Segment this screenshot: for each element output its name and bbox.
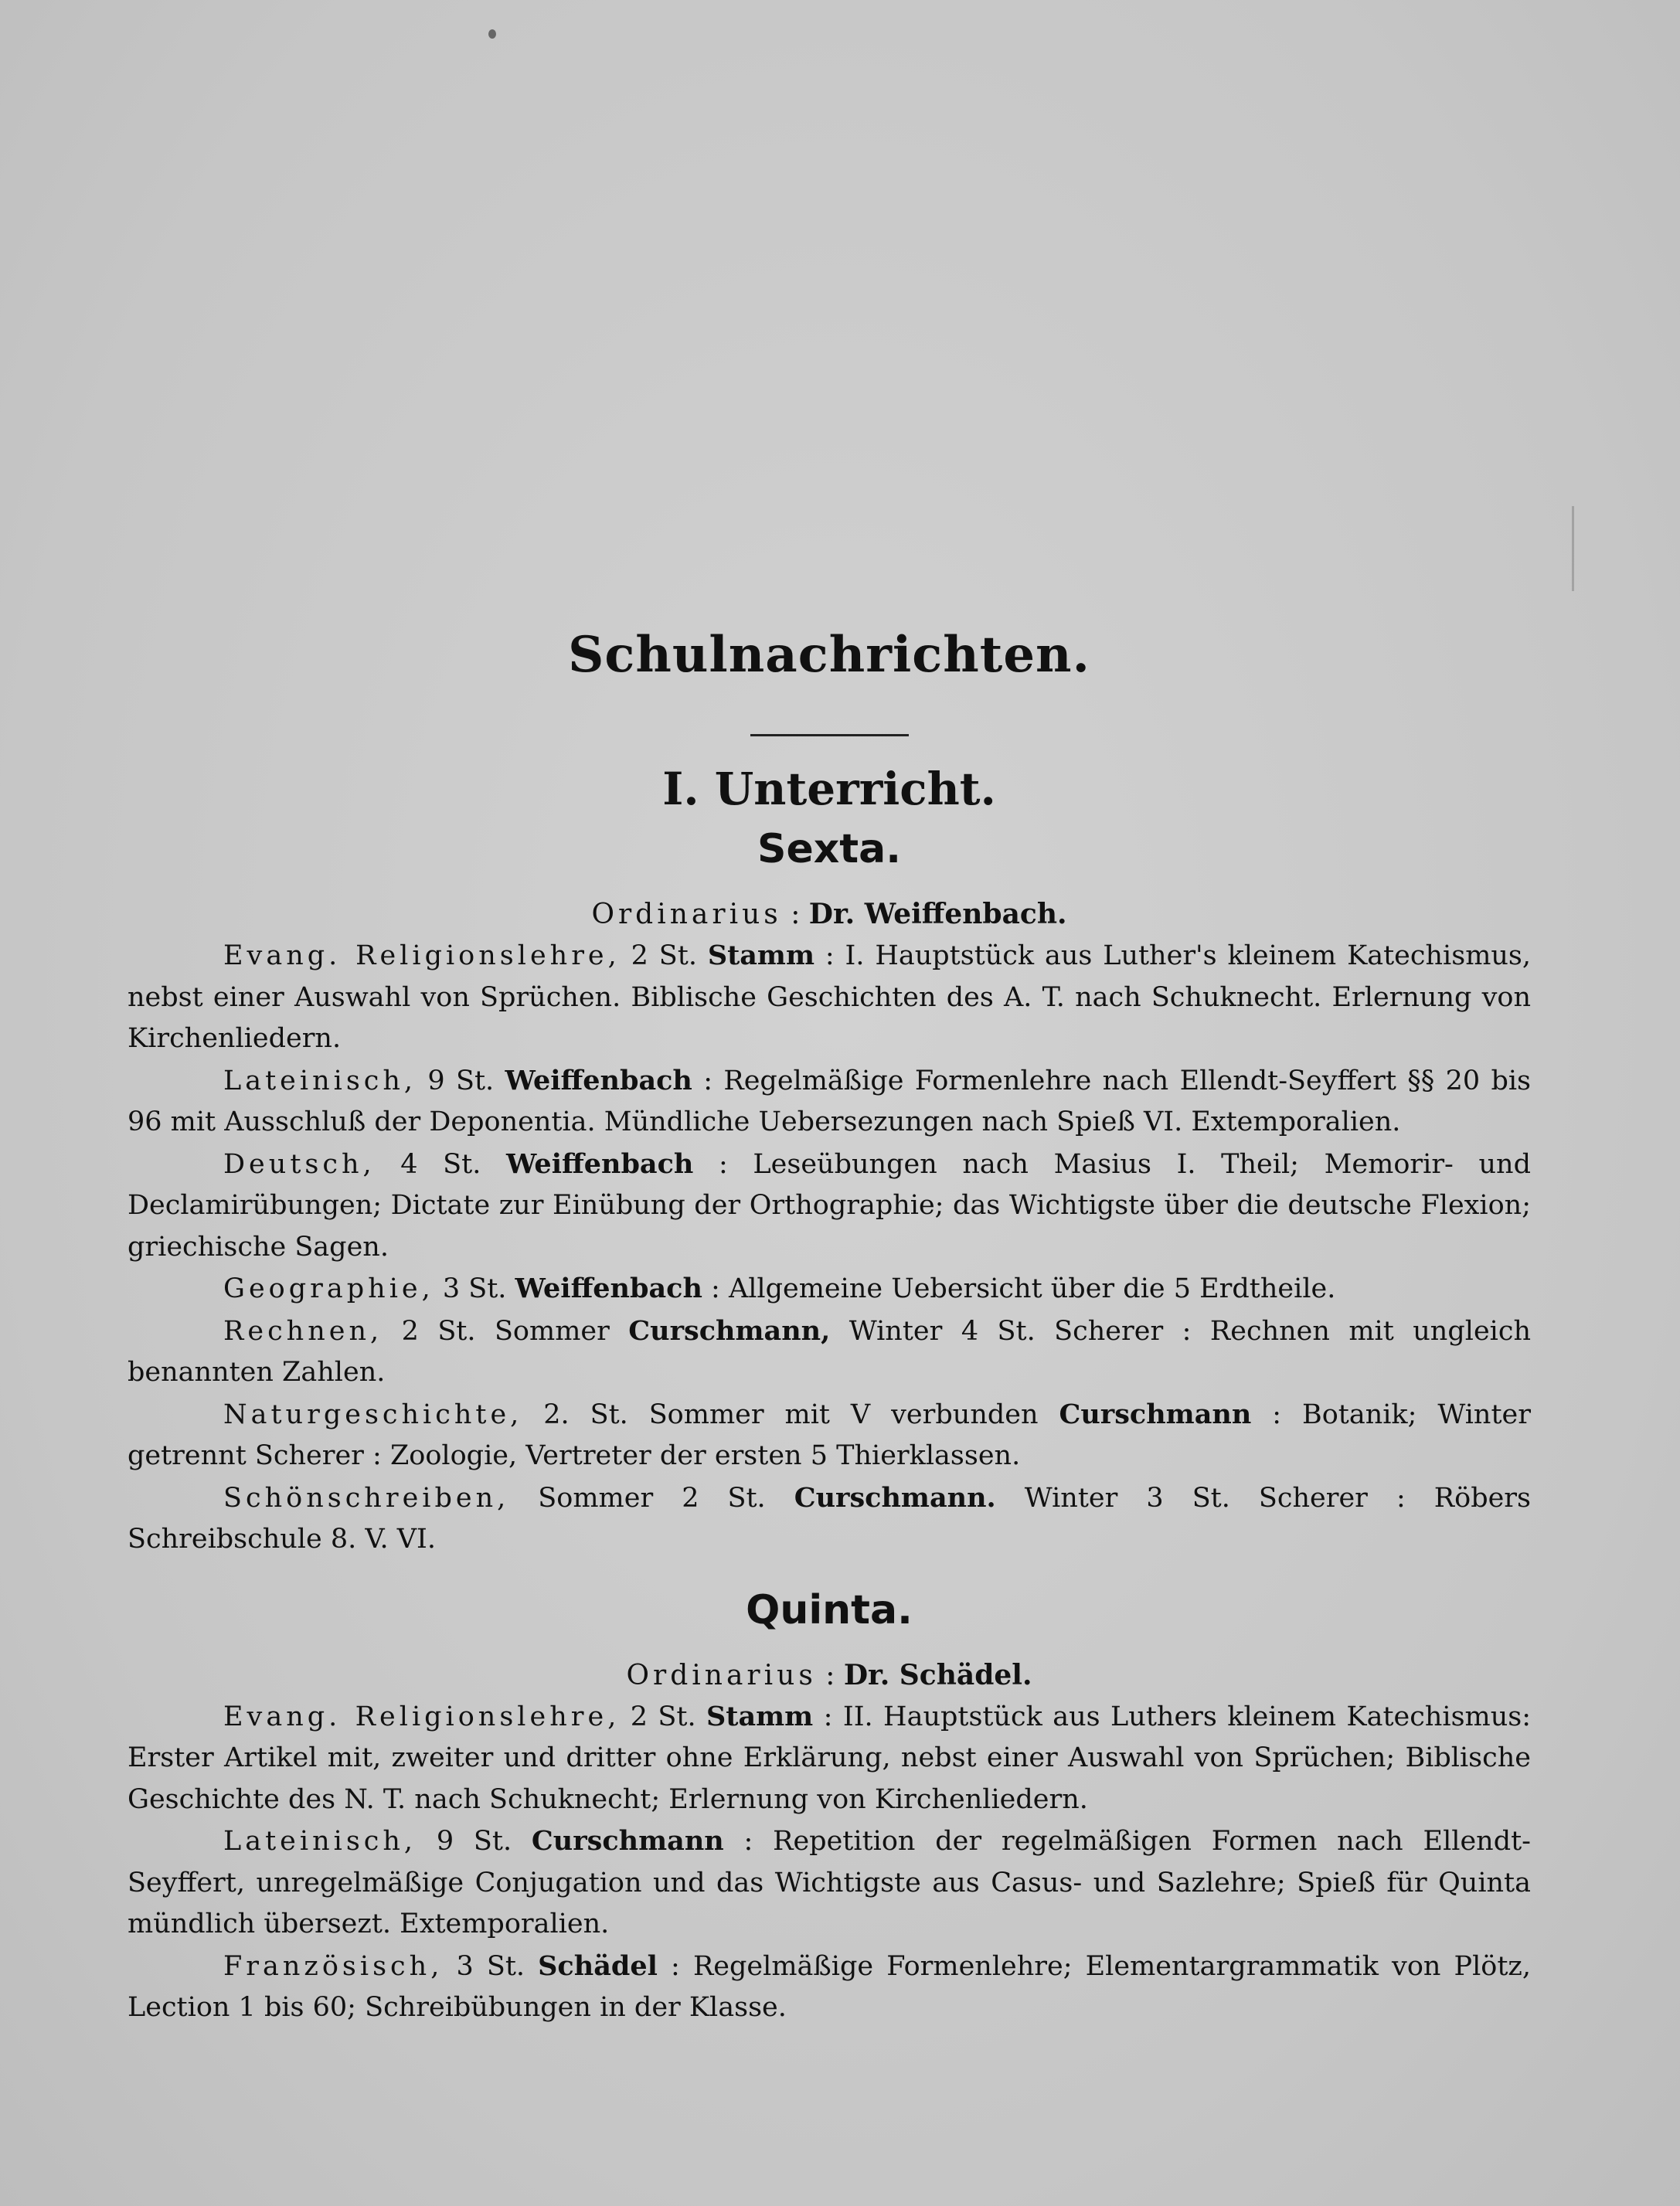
teacher-name: Curschmann.: [794, 1481, 996, 1514]
sexta-heading: Sexta.: [757, 826, 901, 872]
subject-entry: [128, 935, 1531, 1060]
subject-name: Lateinisch,: [223, 1065, 417, 1096]
subject-name: Geographie,: [223, 1273, 434, 1304]
subject-name: Lateinisch,: [223, 1826, 417, 1857]
teacher-name: Schädel: [538, 1949, 658, 1982]
subject-hours: 2 St.: [620, 940, 708, 971]
subject-description: Winter 4 St. Scherer : Rechnen mit ungleich benannten Zahlen.: [128, 1315, 1532, 1388]
subject-hours: Sommer 2 St.: [509, 1482, 794, 1514]
subject-description: : Botanik; Winter getrennt Scherer : Zoologie, Vertreter der ersten 5 Thierklassen.: [128, 1399, 1531, 1471]
margin-mark: [1572, 506, 1574, 591]
teacher-name: Weiffenbach: [505, 1147, 694, 1180]
subject-entry: [128, 1820, 1531, 1946]
subject-description: : Regelmäßige Formenlehre nach Ellendt-Seyffert §§ 20 bis 96 mit Ausschluß der Deponentia. Mündliche Uebersezungen nach Spieß VI. Extemporalien.: [128, 1065, 1532, 1137]
subject-entry: [128, 1946, 1531, 2029]
subject-description: : Repetition der regelmäßigen Formen nach Ellendt-Seyffert, unregelmäßige Conjugation und das Wichtigste aus Casus- und Sazlehre; Spieß für Quinta mündlich übersezt. Extemporalien.: [128, 1826, 1532, 1939]
subject-description: : I. Hauptstück aus Luther's kleinem Katechismus, nebst einer Auswahl von Sprüchen. Biblische Geschichten des A. T. nach Schuknecht. Erlernung von Kirchenliedern.: [128, 940, 1532, 1054]
subject-hours: 3 St.: [434, 1273, 515, 1304]
quinta-ordinarius: Ordinarius : Dr. Schädel.: [626, 1658, 1032, 1691]
subject-description: Winter 3 St. Scherer : Röbers Schreibschule 8. V. VI.: [128, 1482, 1532, 1555]
subject-name: Rechnen,: [223, 1315, 383, 1347]
subject-entry: [128, 1477, 1531, 1561]
subject-entry: [128, 1696, 1531, 1821]
subject-hours: 9 St.: [417, 1065, 505, 1096]
subject-name: Evang. Religionslehre,: [223, 940, 621, 971]
sexta-ordinarius: Ordinarius : Dr. Weiffenbach.: [591, 898, 1067, 930]
section-heading: I. Unterricht.: [662, 763, 996, 815]
teacher-name: Stamm: [706, 1700, 814, 1732]
subject-hours: 2 St.: [620, 1701, 707, 1732]
page-title: Schulnachrichten.: [568, 626, 1090, 684]
teacher-name: Weiffenbach: [515, 1273, 702, 1304]
subject-description: : Regelmäßige Formenlehre; Elementargrammatik von Plötz, Lection 1 bis 60; Schreibübungen in der Klasse.: [128, 1950, 1532, 2023]
subject-description: : Allgemeine Uebersicht über die 5 Erdtheile.: [702, 1273, 1336, 1304]
subject-hours: 2. St. Sommer mit V verbunden: [522, 1399, 1059, 1430]
subject-hours: 9 St.: [417, 1826, 532, 1857]
subject-description: : II. Hauptstück aus Luthers kleinem Katechismus: Erster Artikel mit, zweiter und dritter ohne Erklärung, nebst einer Auswahl von Sprüchen; Biblische Geschichte des N. T. nach Schuknecht; Erlernung von Kirchenliedern.: [128, 1701, 1532, 1815]
subject-name: Französisch,: [223, 1950, 444, 1982]
ink-speck: [488, 29, 496, 39]
teacher-name: Curschmann,: [628, 1314, 831, 1347]
subject-name: Naturgeschichte,: [223, 1399, 523, 1430]
subject-name: Schönschreiben,: [223, 1482, 510, 1514]
subject-name: Evang. Religionslehre,: [223, 1701, 621, 1732]
subject-hours: 3 St.: [443, 1950, 539, 1982]
subject-entry: [128, 1394, 1531, 1477]
ordinarius-label: Ordinarius: [591, 899, 782, 930]
ordinarius-name: Dr. Schädel.: [843, 1658, 1032, 1691]
subject-name: Deutsch,: [223, 1148, 376, 1180]
page-content: [128, 626, 1531, 2029]
subject-hours: 2 St. Sommer: [383, 1315, 629, 1347]
teacher-name: Curschmann: [531, 1825, 724, 1857]
subject-entry: [128, 1268, 1531, 1310]
title-rule: [750, 734, 909, 736]
subject-description: : Leseübungen nach Masius I. Theil; Memorir- und Declamirübungen; Dictate zur Einübung der Orthographie; das Wichtigste über die deutsche Flexion; griechische Sagen.: [128, 1148, 1531, 1263]
ordinarius-name: Dr. Weiffenbach.: [808, 898, 1067, 930]
subject-entry: [128, 1060, 1531, 1144]
teacher-name: Weiffenbach: [505, 1064, 692, 1096]
teacher-name: Curschmann: [1059, 1398, 1252, 1430]
teacher-name: Stamm: [707, 940, 815, 971]
subject-hours: 4 St.: [375, 1148, 506, 1180]
subject-entry: [128, 1310, 1531, 1394]
ordinarius-label: Ordinarius: [626, 1659, 817, 1691]
quinta-heading: Quinta.: [746, 1586, 913, 1633]
subject-entry: [128, 1144, 1531, 1269]
